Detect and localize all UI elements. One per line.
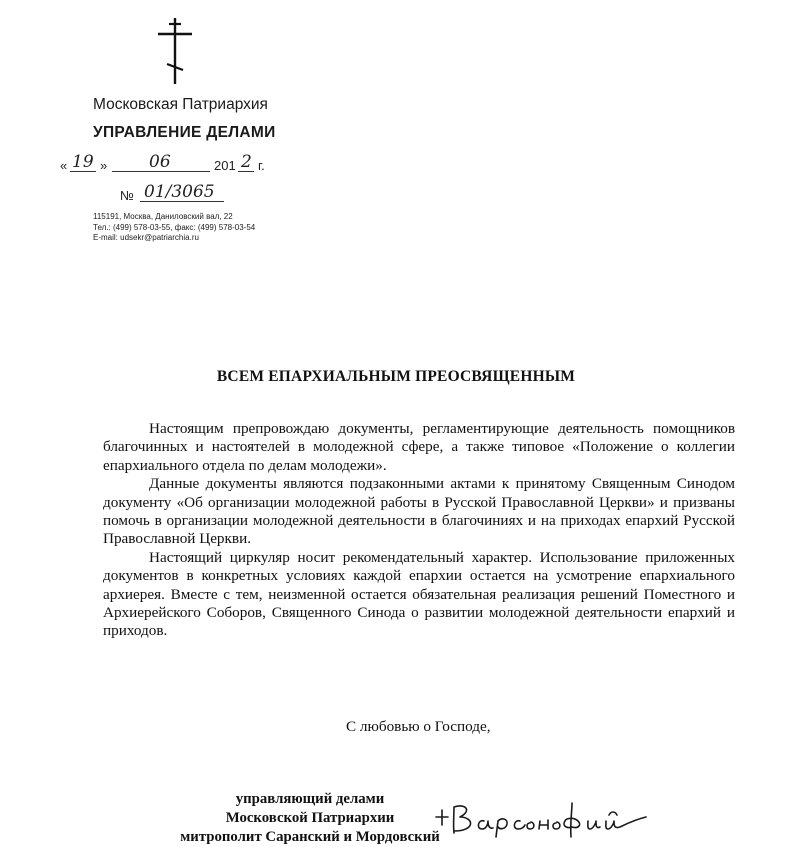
signatory-block xyxy=(160,790,460,847)
letterhead xyxy=(0,0,792,260)
orthodox-cross-icon xyxy=(155,18,195,84)
date-year-digit: 2 xyxy=(241,152,252,172)
signatory-organization: Московской Патриархии xyxy=(225,810,395,826)
signatory-title: управляющий делами xyxy=(235,791,385,807)
date-year-prefix: 201 xyxy=(214,158,236,173)
letter-body xyxy=(103,420,735,641)
date-close-quote: » xyxy=(100,158,108,173)
department-name: УПРАВЛЕНИЕ ДЕЛАМИ xyxy=(93,124,276,141)
phone-fax: Тел.: (499) 578-03-55, факс: (499) 578-03-54 xyxy=(93,222,256,232)
paragraph: Данные документы являются подзаконными актами к принятому Священным Синодом документу «Об организации молодежной работы в Русской Православной Церкви» и призваны помочь в организации молодежной деятельности в благочиниях и на приходах епархий Русской Православной Церкви. xyxy=(103,475,735,548)
date-field xyxy=(60,152,300,178)
closing-phrase: С любовью о Господе, xyxy=(346,718,491,735)
number-label: № xyxy=(120,188,134,203)
number-value: 01/3065 xyxy=(144,182,215,202)
paragraph: Настоящий циркуляр носит рекомендательный характер. Использование приложенных документов в конкретных условиях каждой епархии остается на усмотрение епархиального архиерея. Вместе с тем, неизменной остается обязательная реализация решений Поместного и Архиерейского Соборов, Священного Синода о развитии молодежной деятельности епархий и приходов. xyxy=(103,548,735,640)
date-day: 19 xyxy=(72,152,94,172)
contact-info xyxy=(93,212,255,244)
handwritten-signature xyxy=(432,797,652,843)
document-number-field xyxy=(120,182,240,208)
address: 115191, Москва, Даниловский вал, 22 xyxy=(93,212,233,221)
email: E-mail: udsekr@patriarchia.ru xyxy=(93,233,199,242)
date-year-suffix: г. xyxy=(258,158,265,173)
date-month: 06 xyxy=(149,152,171,172)
letter-heading: ВСЕМ ЕПАРХИАЛЬНЫМ ПРЕОСВЯЩЕННЫМ xyxy=(216,368,576,385)
signatory-rank: митрополит Саранский и Мордовский xyxy=(180,829,440,845)
paragraph: Настоящим препровождаю документы, регламентирующие деятельность помощников благочинных и настоятелей в молодежной сфере, а также типовое «Положение о коллегии епархиального отдела по делам молодежи». xyxy=(103,420,735,474)
date-open-quote: « xyxy=(60,158,68,173)
org-name: Московская Патриархия xyxy=(93,96,268,113)
